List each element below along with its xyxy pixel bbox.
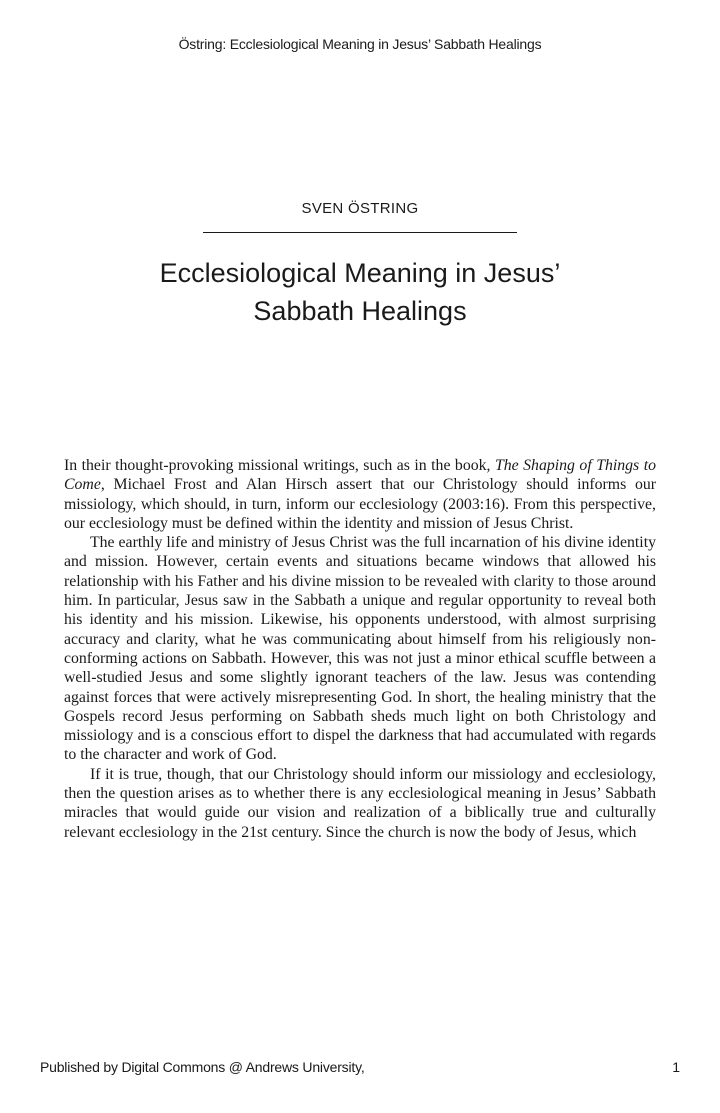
book-title: The Shaping of Things to Come [64,457,656,494]
title-line-1: Ecclesiological Meaning in Jesus’ [159,258,561,288]
paragraph-3: If it is true, though, that our Christology should inform our missiology and ecclesiology, then the question arises as to whether there is any ecclesiological meaning in Jesus’ Sabbath miracles that would guide our vision and realization of a biblically true and culturally relevant ecclesiology in the 21st century. Since the church is now the body of Jesus, which [64,765,656,841]
paragraph-1-text-a: In their thought-provoking missional writings, such as in the book, [64,457,495,474]
author-name: SVEN ÖSTRING [301,200,419,217]
publisher-footer: Published by Digital Commons @ Andrews University, [40,1059,365,1075]
running-head: Östring: Ecclesiological Meaning in Jesus’ Sabbath Healings [178,36,542,52]
title-rule [203,232,517,233]
page-number: 1 [672,1059,680,1075]
article-body [64,456,656,842]
paragraph-1-text-b: , Michael Frost and Alan Hirsch assert that our Christology should informs our missiology, which should, in turn, inform our ecclesiology (2003:16). From this perspective, our ecclesiology must be defined within the identity and mission of Jesus Christ. [64,476,656,532]
paragraph-2: The earthly life and ministry of Jesus Christ was the full incarnation of his divine identity and mission. However, certain events and situations became windows that allowed his relationship with his Father and his divine mission to be revealed with clarity to those around him. In particular, Jesus saw in the Sabbath a unique and regular opportunity to reveal both his identity and his mission. Likewise, his opponents understood, with almost surprising accuracy and clarity, what he was communicating about himself from his religiously non-conforming actions on Sabbath. However, this was not just a minor ethical scuffle between a well-studied Jesus and some slightly ignorant teachers of the law. Jesus was contending against forces that were actively misrepresenting God. In short, the healing ministry that the Gospels record Jesus performing on Sabbath sheds much light on both Christology and missiology and is a conscious effort to dispel the darkness that had accumulated with regards to the character and work of God. [64,534,656,764]
paragraph-1 [64,456,656,533]
title-line-2: Sabbath Healings [253,296,467,326]
article-title [60,254,660,330]
